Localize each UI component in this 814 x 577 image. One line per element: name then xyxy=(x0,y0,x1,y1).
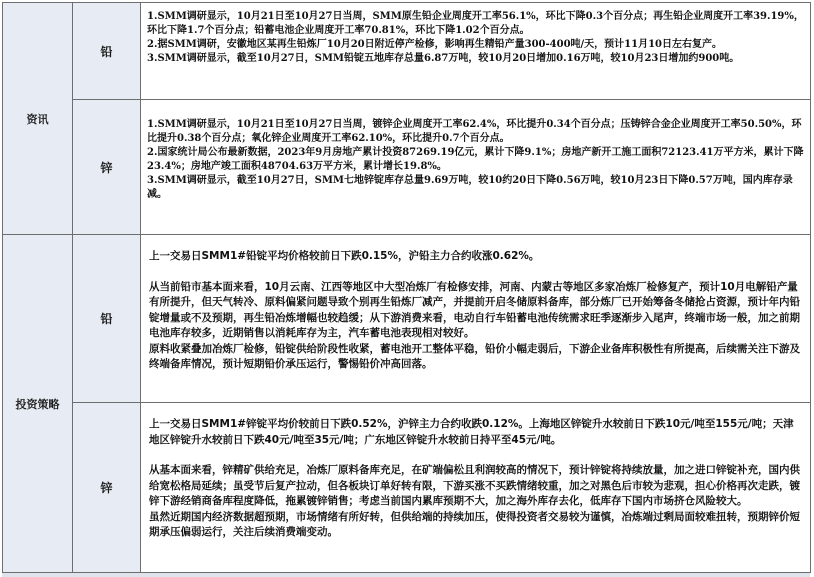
strategy-lead-paragraph: 从当前铅市基本面来看，10月云南、江西等地区中大型冶炼厂有检修安排，河南、内蒙古等地区多家冶炼厂检修复产，预计10月电解铅产量有所提升，但天气转冷、原料偏紧问题导致个别再生铅炼厂减产，并提前开启冬储原料备库，部分炼厂已开始筹备冬储抢占资源，预计年内铅锭增量或不及预期，再生铅冶炼增幅也较趋缓；从下游消费来看，电动自行车铅蓄电池传统需求旺季逐渐步入尾声，终端市场一般，加之前期电池库存较多，近期销售以消耗库存为主，汽车蓄电池表现相对较好。 xyxy=(149,280,800,339)
info-lead-label: 铅 xyxy=(73,3,141,100)
info-zinc-content xyxy=(141,100,811,235)
info-lead-content xyxy=(141,3,811,100)
info-zinc-label: 锌 xyxy=(73,100,141,235)
info-lead-item: 1.SMM调研显示，10月21日至10月27日当周，SMM原生铅企业周度开工率56.1%，环比下降0.3个百分点；再生铅企业周度开工率39.19%，环比下降1.7个百分点；铅蓄电池企业周度开工率70.81%，环比下降1.02个百分点。 xyxy=(147,11,804,36)
strategy-zinc-row xyxy=(3,403,811,573)
strategy-lead-content xyxy=(141,235,811,403)
strategy-zinc-label: 锌 xyxy=(73,403,141,573)
info-zinc-row xyxy=(3,100,811,235)
strategy-section-label: 投资策略 xyxy=(3,235,73,573)
strategy-lead-label: 铅 xyxy=(73,235,141,403)
info-zinc-item: 2.国家统计局公布最新数据，2023年9月房地产累计投资87269.19亿元，累计下降9.1%；房地产新开工施工面积72123.41万平方米，累计下降23.4%；房地产竣工面积48704.63万平方米，累计增长19.8%。 xyxy=(147,147,804,172)
info-zinc-item: 3.SMM调研显示，截至10月27日，SMM七地锌锭库存总量9.69万吨，较10约20日下降0.56万吨，较10月23日下降0.57万吨，国内库存录减。 xyxy=(147,175,793,200)
strategy-lead-paragraph: 上一交易日SMM1#铅锭平均价格较前日下跌0.15%，沪铅主力合约收涨0.62%。 xyxy=(149,250,540,262)
info-section-label: 资讯 xyxy=(3,3,73,235)
strategy-zinc-content xyxy=(141,403,811,573)
info-zinc-item: 1.SMM调研显示，10月21日至10月27日当周，镀锌企业周度开工率62.4%，环比提升0.34个百分点；压铸锌合金企业周度开工率50.50%，环比提升0.38个百分点；氧化锌企业周度开工率62.10%，环比提升0.7个百分点。 xyxy=(147,119,802,144)
paragraph-gap xyxy=(149,265,804,280)
strategy-lead-paragraph: 原料收紧叠加冶炼厂检修，铅锭供给阶段性收紧，蓄电池开工整体平稳，铅价小幅走弱后，下游企业备库积极性有所提高，后续需关注下游及终端备库情况，预计短期铅价承压运行，警惕铅价冲高回落。 xyxy=(149,342,800,370)
info-lead-row xyxy=(3,3,811,100)
strategy-zinc-paragraph: 上一交易日SMM1#锌锭平均价较前日下跌0.52%，沪锌主力合约收跌0.12%。上海地区锌锭升水较前日下跌10元/吨至155元/吨；天津地区锌锭升水较前日下跌40元/吨至35元/吨；广东地区锌锭升水较前日持平至45元/吨。 xyxy=(149,418,794,446)
info-lead-item: 3.SMM调研显示，截至10月27日，SMM铅锭五地库存总量6.87万吨，较10月20日增加0.16万吨，较10月23日增加约900吨。 xyxy=(147,53,740,64)
info-lead-item: 2.据SMM调研，安徽地区某再生铅炼厂10月20日附近停产检修，影响再生精铅产量300-400吨/天，预计11月10日左右复产。 xyxy=(147,39,723,50)
strategy-lead-row xyxy=(3,235,811,403)
strategy-zinc-paragraph: 虽然近期国内经济数据超预期，市场情绪有所好转，但供给端的持续加压，使得投资者交易较为谨慎，冶炼端过剩局面较难扭转，预期锌价短期承压偏弱运行，关注后续消费端变动。 xyxy=(149,510,800,538)
next-row-edge xyxy=(2,572,810,577)
strategy-zinc-paragraph: 从基本面来看，锌精矿供给充足，冶炼厂原料备库充足，在矿端偏松且利润较高的情况下，预计锌锭将持续放量，加之进口锌锭补充，国内供给宽松格局延续；虽受节后复产拉动，但各板块订单好转有限，下游买涨不买跌情绪较重，加之对黑色后市较为悲观，担心价格再次走跌，镀锌下游经销商备库程度降低，拖累镀锌销售；考虑当前国内累库预期不大，加之海外库存去化，低库存下国内市场挤仓风险较大。 xyxy=(149,464,800,507)
market-summary-table xyxy=(2,2,811,573)
paragraph-gap xyxy=(149,448,804,463)
